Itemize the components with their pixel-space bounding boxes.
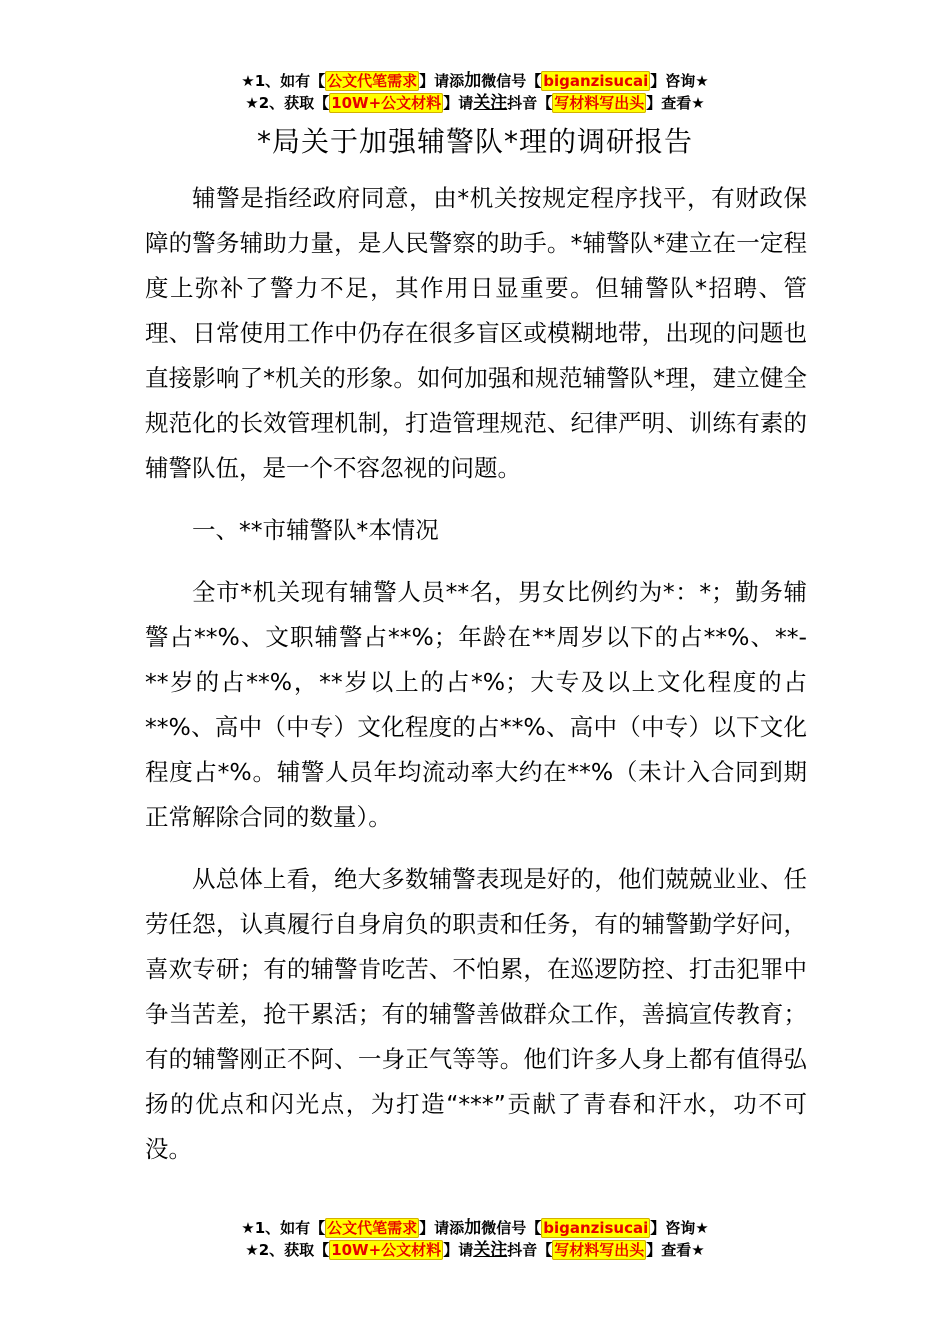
ad-highlight: 公文代笔需求 (327, 72, 418, 90)
paragraph: 从总体上看，绝大多数辅警表现是好的，他们兢兢业业、任劳任怨，认真履行自身肩负的职责和任务，有的辅警勤学好问，喜欢专研；有的辅警肯吃苦、不怕累，在巡逻防控、打击犯罪中争当苦差，抢干累活；有的辅警善做群众工作，善搞宣传教育；有的辅警刚正不阿、一身正气等等。他们许多人身上都有值得弘扬的优点和闪光点，为打造“***”贡献了青春和汗水，功不可没。 (145, 865, 807, 1163)
document-title: *局关于加强辅警队*理的调研报告 (256, 125, 693, 158)
ad-highlight: 10W+公文材料 (331, 1241, 442, 1259)
footer-ad-banner (0, 1217, 950, 1261)
ad-highlight: biganzisucai (543, 1219, 649, 1237)
ad-line-1: ★1、如有【 公文代笔需求 】请添加微信号【 biganzisucai 】咨询★ (241, 1218, 709, 1238)
paragraph: 全市*机关现有辅警人员**名，男女比例约为*：*；勤务辅警占**%、文职辅警占**%；年龄在**周岁以下的占**%、**-**岁的占**%，**岁以上的占*%；大专及以上文化程度的占**%、高中（中专）文化程度的占**%、高中（中专）以下文化程度占*%。辅警人员年均流动率大约在**%（未计入合同到期正常解除合同的数量）。 (145, 578, 807, 831)
document-body (145, 176, 807, 1172)
ad-highlight: 写材料写出头 (554, 94, 645, 112)
ad-line-1: ★1、如有【 公文代笔需求 】请添加微信号【 biganzisucai 】咨询★ (241, 71, 709, 91)
header-ad-banner (0, 70, 950, 114)
ad-highlight: 公文代笔需求 (327, 1219, 418, 1237)
ad-line-2: ★2、获取【 10W+公文材料 】请关注抖音【 写材料写出头 】查看★ (245, 1240, 705, 1260)
ad-highlight: biganzisucai (543, 72, 649, 90)
paragraph: 辅警是指经政府同意，由*机关按规定程序找平，有财政保障的警务辅助力量，是人民警察的助手。*辅警队*建立在一定程度上弥补了警力不足，其作用日显重要。但辅警队*招聘、管理、日常使用工作中仍存在很多盲区或模糊地带，出现的问题也直接影响了*机关的形象。如何加强和规范辅警队*理，建立健全规范化的长效管理机制，打造管理规范、纪律严明、训练有素的辅警队伍，是一个不容忽视的问题。 (145, 184, 807, 482)
ad-highlight: 写材料写出头 (554, 1241, 645, 1259)
section-heading: 一、**市辅警队*本情况 (192, 516, 439, 544)
ad-line-2: ★2、获取【 10W+公文材料 】请关注抖音【 写材料写出头 】查看★ (245, 93, 705, 113)
ad-highlight: 10W+公文材料 (331, 94, 442, 112)
